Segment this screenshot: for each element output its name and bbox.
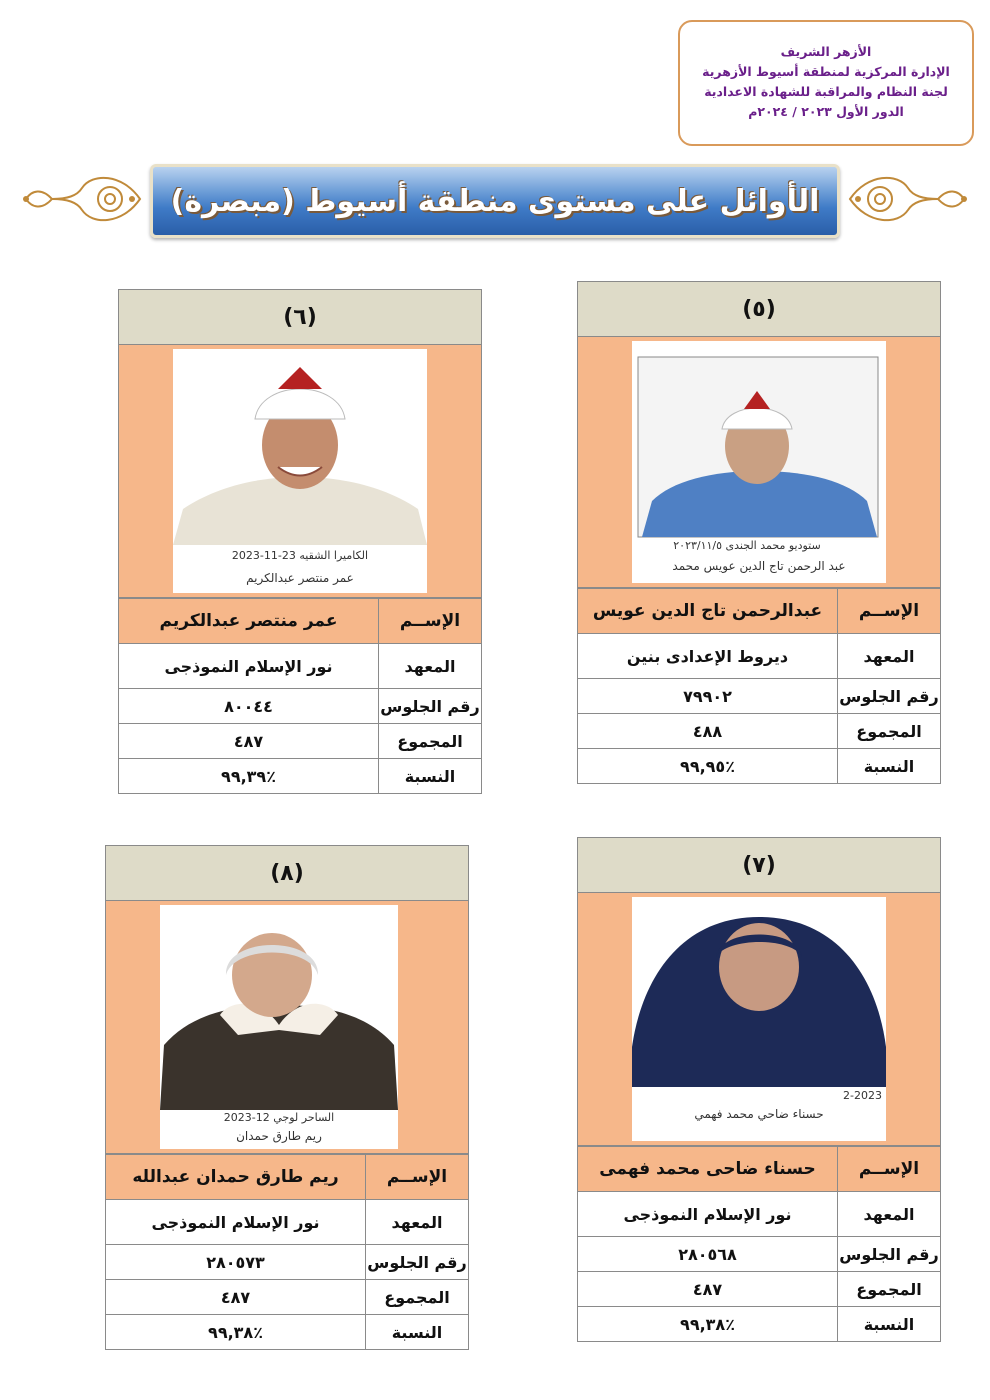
label-total: المجموع [838,1272,941,1307]
label-total: المجموع [366,1280,469,1315]
label-seat: رقم الجلوس [838,679,941,714]
student-card-8 [105,845,469,1350]
photo-caption-bottom: ريم طارق حمدان [236,1129,322,1143]
student-institute: نور الإسلام النموذجى [106,1200,366,1245]
ornament-left-icon [22,168,142,230]
student-seat: ٢٨٠٥٧٣ [106,1245,366,1280]
student-card-5 [577,281,941,784]
photo-band [578,893,940,1146]
title-bar [150,164,840,238]
student-total: ٤٨٧ [578,1272,838,1307]
header-line-3: لجنة النظام والمراقبة للشهادة الاعدادية [704,84,948,99]
label-total: المجموع [838,714,941,749]
student-info-table [578,1146,940,1341]
student-total: ٤٨٧ [106,1280,366,1315]
label-name: الإســم [838,589,941,634]
student-name: ريم طارق حمدان عبدالله [106,1155,366,1200]
label-seat: رقم الجلوس [838,1237,941,1272]
header-box [678,20,974,146]
photo-band [106,901,468,1154]
photo-caption-top: الكاميرا الشقيه 23-11-2023 [231,549,369,562]
label-total: المجموع [379,724,482,759]
student-info-table [578,588,940,783]
student-total: ٤٨٧ [119,724,379,759]
label-name: الإســم [838,1147,941,1192]
student-seat: ٧٩٩٠٢ [578,679,838,714]
student-percent: ٪٩٩,٣٨ [106,1315,366,1350]
rank-number: (٨) [106,846,468,901]
photo-band [578,337,940,588]
ornament-right-icon [848,168,968,230]
label-seat: رقم الجلوس [366,1245,469,1280]
student-total: ٤٨٨ [578,714,838,749]
label-seat: رقم الجلوس [379,689,482,724]
photo-caption-top: الساحر لوجي 12-2023 [223,1111,335,1124]
student-photo [632,897,886,1141]
label-percent: النسبة [838,749,941,784]
student-institute: ديروط الإعدادى بنين [578,634,838,679]
page-title: الأوائل على مستوى منطقة أسيوط (مبصرة) [170,183,820,219]
header-line-4: الدور الأول ٢٠٢٣ / ٢٠٢٤م [748,104,904,119]
student-photo [160,905,398,1149]
photo-caption-bottom: عمر منتصر عبدالكريم [246,571,354,585]
label-institute: المعهد [379,644,482,689]
rank-number: (٦) [119,290,481,345]
rank-number: (٥) [578,282,940,337]
label-name: الإســم [379,599,482,644]
rank-number: (٧) [578,838,940,893]
label-percent: النسبة [379,759,482,794]
title-banner [22,158,968,244]
student-seat: ٢٨٠٥٦٨ [578,1237,838,1272]
header-line-1: الأزهر الشريف [780,44,872,59]
student-percent: ٪٩٩,٣٨ [578,1307,838,1342]
student-name: عمر منتصر عبدالكريم [119,599,379,644]
photo-caption-bottom: عبد الرحمن تاج الدين عويس محمد [672,559,846,573]
student-info-table [119,598,481,793]
label-institute: المعهد [366,1200,469,1245]
label-percent: النسبة [366,1315,469,1350]
photo-caption-top: 2-2023 [843,1089,882,1102]
student-percent: ٪٩٩,٣٩ [119,759,379,794]
label-name: الإســم [366,1155,469,1200]
label-institute: المعهد [838,1192,941,1237]
label-institute: المعهد [838,634,941,679]
photo-caption-bottom: حسناء ضاحي محمد فهمي [694,1107,824,1121]
student-portrait-icon [632,897,886,1141]
photo-band [119,345,481,598]
student-photo [632,341,886,583]
student-name: حسناء ضاحى محمد فهمى [578,1147,838,1192]
student-institute: نور الإسلام النموذجى [119,644,379,689]
student-photo [173,349,427,593]
student-seat: ٨٠٠٤٤ [119,689,379,724]
student-name: عبدالرحمن تاج الدين عويس [578,589,838,634]
header-line-2: الإدارة المركزية لمنطقة أسيوط الأزهرية [702,64,950,79]
label-percent: النسبة [838,1307,941,1342]
photo-caption-top: ستوديو محمد الجندى ٢٠٢٣/١١/٥ [673,539,821,552]
student-percent: ٪٩٩,٩٥ [578,749,838,784]
student-card-7 [577,837,941,1342]
student-card-6 [118,289,482,794]
student-institute: نور الإسلام النموذجى [578,1192,838,1237]
student-info-table [106,1154,468,1349]
